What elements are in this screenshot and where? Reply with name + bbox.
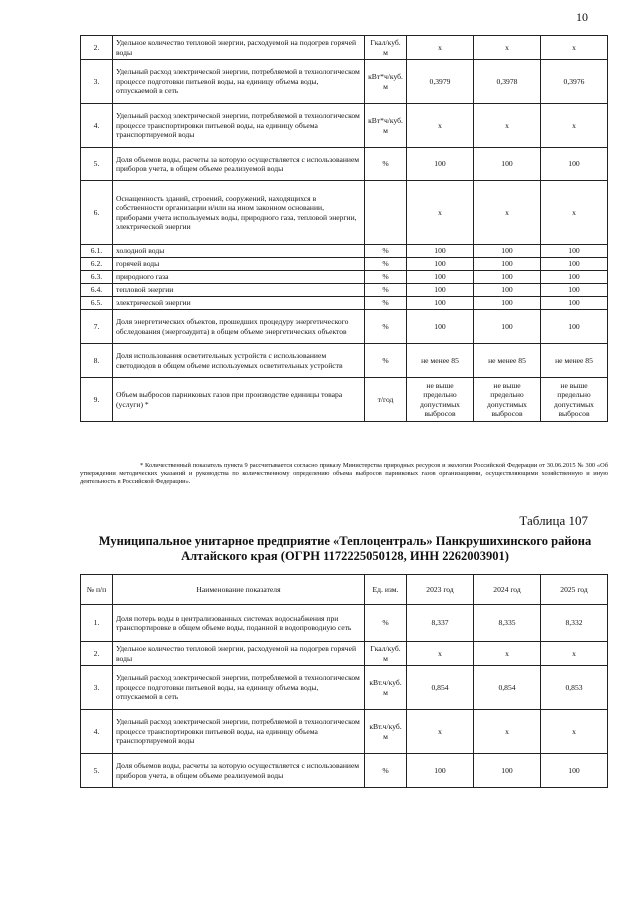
row-number: 3.: [81, 666, 113, 710]
value-2024: 100: [474, 258, 541, 271]
indicator-name: Удельный расход электрической энергии, потребляемой в технологическом процессе транспортировки питьевой воды, на единицу объема транспортируемой воды: [113, 710, 365, 754]
table-caption: Таблица 107: [519, 513, 588, 528]
row-number: 6.4.: [81, 284, 113, 297]
indicator-name: природного газа: [113, 271, 365, 284]
row-number: 6.2.: [81, 258, 113, 271]
indicators-table-continued: [80, 35, 608, 422]
value-2023: не выше предельно допустимых выбросов: [407, 378, 474, 422]
unit-of-measure: %: [365, 148, 407, 181]
indicator-name: Объем выбросов парниковых газов при производстве единицы товара (услуги) *: [113, 378, 365, 422]
value-2024: 8,335: [474, 605, 541, 642]
indicator-name: Удельное количество тепловой энергии, расходуемой на подогрев горячей воды: [113, 642, 365, 666]
row-number: 2.: [81, 642, 113, 666]
unit-of-measure: %: [365, 284, 407, 297]
organization-indicators-table: [80, 574, 608, 788]
table-row: [81, 754, 608, 788]
row-number: 9.: [81, 378, 113, 422]
value-2025: 100: [541, 297, 608, 310]
value-2024: не выше предельно допустимых выбросов: [474, 378, 541, 422]
header-year-2024: 2024 год: [474, 575, 541, 605]
value-2023: 100: [407, 271, 474, 284]
value-2024: 100: [474, 310, 541, 344]
value-2025: х: [541, 181, 608, 245]
value-2023: х: [407, 104, 474, 148]
table-row: [81, 605, 608, 642]
value-2024: 100: [474, 754, 541, 788]
unit-of-measure: %: [365, 271, 407, 284]
value-2025: х: [541, 104, 608, 148]
value-2025: 100: [541, 271, 608, 284]
row-number: 6.5.: [81, 297, 113, 310]
row-number: 8.: [81, 344, 113, 378]
unit-of-measure: %: [365, 754, 407, 788]
table-row: [81, 148, 608, 181]
value-2025: 100: [541, 245, 608, 258]
value-2023: 100: [407, 297, 474, 310]
value-2025: не менее 85: [541, 344, 608, 378]
unit-of-measure: [365, 181, 407, 245]
indicator-name: Удельное количество тепловой энергии, расходуемой на подогрев горячей воды: [113, 36, 365, 60]
value-2023: 100: [407, 284, 474, 297]
table-row: [81, 378, 608, 422]
header-number: № п/п: [81, 575, 113, 605]
indicator-name: Оснащенность зданий, строений, сооружений, находящихся в собственности организации и/или на ином законном основании, приборами учета используемых воды, природного газа, тепловой энергии, электрической энергии: [113, 181, 365, 245]
value-2024: х: [474, 642, 541, 666]
value-2025: х: [541, 36, 608, 60]
table-row: [81, 245, 608, 258]
indicator-name: горячей воды: [113, 258, 365, 271]
value-2023: 8,337: [407, 605, 474, 642]
indicators-table-body: [81, 36, 608, 422]
row-number: 1.: [81, 605, 113, 642]
row-number: 3.: [81, 60, 113, 104]
value-2023: х: [407, 710, 474, 754]
table-row: [81, 297, 608, 310]
table-row: [81, 642, 608, 666]
table-row: [81, 60, 608, 104]
value-2023: 100: [407, 258, 474, 271]
page-number: 10: [576, 10, 588, 24]
value-2025: 0,3976: [541, 60, 608, 104]
table-row: [81, 104, 608, 148]
table-row: [81, 271, 608, 284]
unit-of-measure: т/год: [365, 378, 407, 422]
unit-of-measure: %: [365, 258, 407, 271]
row-number: 5.: [81, 148, 113, 181]
indicator-name: Доля энергетических объектов, прошедших процедуру энергетического обследования (энергоаудита) в общем объеме энергетических объектов: [113, 310, 365, 344]
value-2025: 0,853: [541, 666, 608, 710]
organization-title: Муниципальное унитарное предприятие «Теплоцентраль» Панкрушихинского района Алтайского края (ОГРН 1172225050128, ИНН 2262003901): [98, 534, 592, 563]
indicator-name: холодной воды: [113, 245, 365, 258]
value-2024: х: [474, 104, 541, 148]
indicator-name: Удельный расход электрической энергии, потребляемой в технологическом процессе транспортировки питьевой воды, на единицу объема транспортируемой воды: [113, 104, 365, 148]
unit-of-measure: %: [365, 310, 407, 344]
value-2023: х: [407, 36, 474, 60]
value-2023: 0,854: [407, 666, 474, 710]
value-2024: 0,854: [474, 666, 541, 710]
indicator-name: Доля потерь воды в централизованных системах водоснабжения при транспортировке в общем объеме воды, поданной в водопроводную сеть: [113, 605, 365, 642]
value-2025: х: [541, 642, 608, 666]
table-row: [81, 710, 608, 754]
value-2023: не менее 85: [407, 344, 474, 378]
header-year-2023: 2023 год: [407, 575, 474, 605]
value-2024: 0,3978: [474, 60, 541, 104]
value-2025: 8,332: [541, 605, 608, 642]
value-2023: 100: [407, 754, 474, 788]
indicator-name: Удельный расход электрической энергии, потребляемой в технологическом процессе подготовки питьевой воды, на единицу объема воды, отпускаемой в сеть: [113, 666, 365, 710]
unit-of-measure: Гкал/куб. м: [365, 642, 407, 666]
value-2024: 100: [474, 284, 541, 297]
header-indicator-name: Наименование показателя: [113, 575, 365, 605]
value-2025: 100: [541, 310, 608, 344]
value-2023: х: [407, 181, 474, 245]
footnote: * Количественный показатель пункта 9 рассчитывается согласно приказу Министерства природных ресурсов и экологии Российской Федерации от 30.06.2015 № 300 «Об утверждении методических указаний и руководства по количественному определению объема выбросов парниковых газов организациями, осуществляющими хозяйственную и иную деятельность в Российской Федерации».: [80, 462, 608, 485]
unit-of-measure: кВт.ч/куб. м: [365, 710, 407, 754]
row-number: 2.: [81, 36, 113, 60]
header-year-2025: 2025 год: [541, 575, 608, 605]
row-number: 6.3.: [81, 271, 113, 284]
table-row: [81, 181, 608, 245]
value-2025: не выше предельно допустимых выбросов: [541, 378, 608, 422]
table-row: [81, 36, 608, 60]
value-2024: х: [474, 181, 541, 245]
value-2023: 0,3979: [407, 60, 474, 104]
value-2024: 100: [474, 297, 541, 310]
header-unit: Ед. изм.: [365, 575, 407, 605]
table-row: [81, 284, 608, 297]
value-2024: 100: [474, 271, 541, 284]
unit-of-measure: кВт.ч/куб. м: [365, 666, 407, 710]
value-2025: х: [541, 710, 608, 754]
value-2025: 100: [541, 284, 608, 297]
value-2024: 100: [474, 245, 541, 258]
indicator-name: Доля объемов воды, расчеты за которую осуществляется с использованием приборов учета, в общем объеме реализуемой воды: [113, 148, 365, 181]
organization-table-body: [81, 605, 608, 788]
indicator-name: электрической энергии: [113, 297, 365, 310]
value-2025: 100: [541, 754, 608, 788]
value-2024: 100: [474, 148, 541, 181]
unit-of-measure: кВт*ч/куб. м: [365, 60, 407, 104]
value-2025: 100: [541, 148, 608, 181]
table-row: [81, 310, 608, 344]
indicator-name: тепловой энергии: [113, 284, 365, 297]
value-2024: х: [474, 710, 541, 754]
table-header-row: [81, 575, 608, 605]
row-number: 4.: [81, 104, 113, 148]
unit-of-measure: кВт*ч/куб. м: [365, 104, 407, 148]
indicator-name: Доля использования осветительных устройств с использованием светодиодов в общем объеме используемых осветительных устройств: [113, 344, 365, 378]
table-row: [81, 344, 608, 378]
value-2024: х: [474, 36, 541, 60]
table-row: [81, 258, 608, 271]
unit-of-measure: Гкал/куб. м: [365, 36, 407, 60]
value-2023: 100: [407, 148, 474, 181]
unit-of-measure: %: [365, 245, 407, 258]
row-number: 7.: [81, 310, 113, 344]
table-row: [81, 666, 608, 710]
indicator-name: Доля объемов воды, расчеты за которую осуществляется с использованием приборов учета, в общем объеме реализуемой воды: [113, 754, 365, 788]
row-number: 5.: [81, 754, 113, 788]
unit-of-measure: %: [365, 344, 407, 378]
value-2023: 100: [407, 310, 474, 344]
row-number: 4.: [81, 710, 113, 754]
value-2025: 100: [541, 258, 608, 271]
unit-of-measure: %: [365, 605, 407, 642]
value-2024: не менее 85: [474, 344, 541, 378]
value-2023: х: [407, 642, 474, 666]
value-2023: 100: [407, 245, 474, 258]
indicator-name: Удельный расход электрической энергии, потребляемой в технологическом процессе подготовки питьевой воды, на единицу объема воды, отпускаемой в сеть: [113, 60, 365, 104]
unit-of-measure: %: [365, 297, 407, 310]
row-number: 6.1.: [81, 245, 113, 258]
row-number: 6.: [81, 181, 113, 245]
